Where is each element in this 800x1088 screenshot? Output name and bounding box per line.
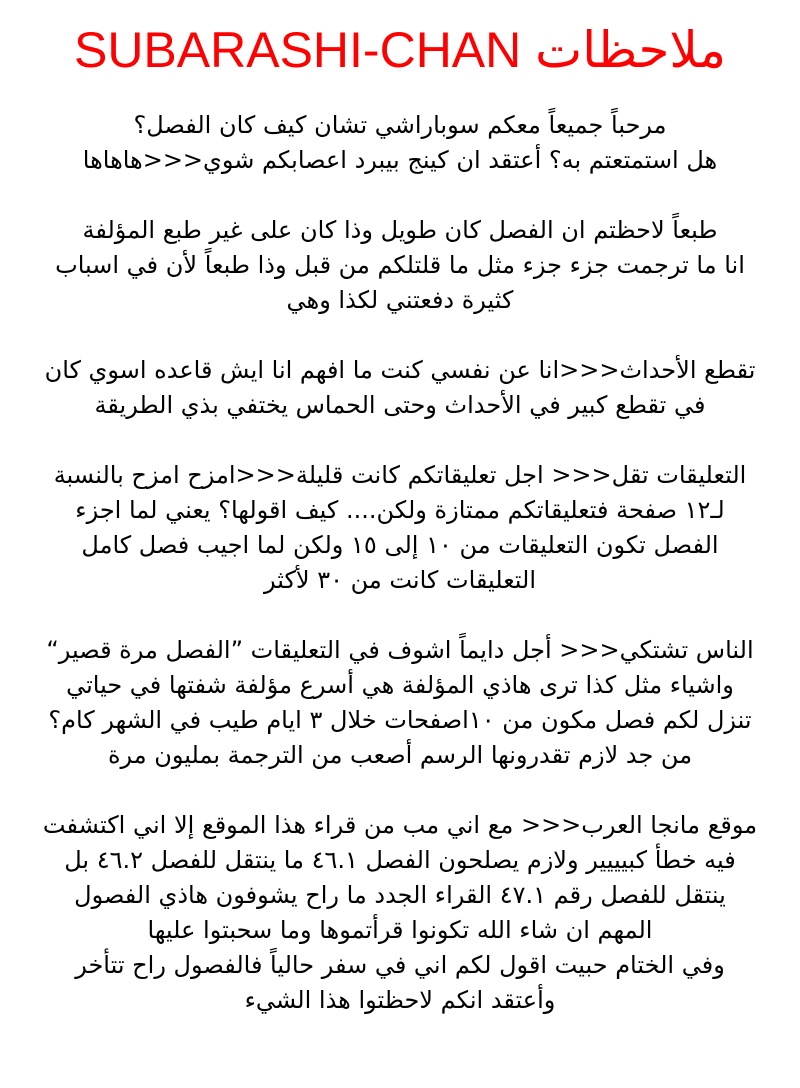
text-line: الناس تشتكي<<< أجل دايماً اشوف في التعليقات ”الفصل مرة قصير“ xyxy=(46,636,754,664)
paragraph-reason-comments xyxy=(0,458,800,598)
text-line: لـ١٢ صفحة فتعليقاتكم ممتازة ولكن.... كيف اقولها؟ يعني لما اجزء xyxy=(75,496,725,524)
text-line: واشياء مثل كذا ترى هاذي المؤلفة هي أسرع مؤلفة شفتها في حياتي xyxy=(66,671,734,699)
text-line: فيه خطأ كبيييير ولازم يصلحون الفصل ٤٦.١ ما ينتقل للفصل ٤٦.٢ بل xyxy=(64,846,736,874)
text-line: المهم ان شاء الله تكونوا قرأتموها وما سحبتوا عليها xyxy=(147,916,653,944)
paragraph-site-and-closing xyxy=(0,808,800,1018)
text-line: التعليقات تقل<<< اجل تعليقاتكم كانت قليلة<<<امزح امزح بالنسبة xyxy=(53,461,747,489)
text-line: الفصل تكون التعليقات من ١٠ إلى ١٥ ولكن لما اجيب فصل كامل xyxy=(81,531,719,559)
paragraph-greeting xyxy=(0,108,800,178)
paragraph-chapter-length xyxy=(0,213,800,318)
text-line: وأعتقد انكم لاحظتوا هذا الشيء xyxy=(244,986,556,1014)
text-line: وفي الختام حبيت اقول لكم اني في سفر حالياً فالفصول راح تتأخر xyxy=(75,951,725,979)
text-line: من جد لازم تقدرونها الرسم أصعب من الترجمة بمليون مرة xyxy=(107,741,693,769)
text-line: انا ما ترجمت جزء جزء مثل ما قلتلكم من قبل وذا طبعاً لأن في اسباب xyxy=(55,251,745,279)
notes-title-author: SUBARASHI-CHAN xyxy=(73,22,522,78)
text-line: ينتقل للفصل رقم ٤٧.١ القراء الجدد ما راح يشوفون هاذي الفصول xyxy=(74,881,726,909)
text-line: طبعاً لاحظتم ان الفصل كان طويل وذا كان على غير طبع المؤلفة xyxy=(82,216,718,244)
text-line: موقع مانجا العرب<<< مع اني مب من قراء هذا الموقع إلا اني اكتشفت xyxy=(42,811,758,839)
notes-title-arabic: ملاحظات xyxy=(535,22,727,78)
text-line: في تقطع كبير في الأحداث وحتى الحماس يختفي بذي الطريقة xyxy=(94,391,706,419)
text-line: تقطع الأحداث<<<انا عن نفسي كنت ما افهم انا ايش قاعده اسوي كان xyxy=(44,356,756,384)
text-line: التعليقات كانت من ٣٠ لأكثر xyxy=(263,566,537,594)
notes-title xyxy=(0,18,800,82)
paragraph-reason-events xyxy=(0,353,800,423)
text-line: مرحباً جميعاً معكم سوباراشي تشان كيف كان الفصل؟ xyxy=(133,111,667,139)
text-line: هل استمتعتم به؟ أعتقد ان كينج بيبرد اعصابكم شوي<<<هاهاها xyxy=(82,146,718,174)
paragraph-reason-complaints xyxy=(0,633,800,773)
text-line: كثيرة دفعتني لكذا وهي xyxy=(286,286,514,314)
notes-body xyxy=(0,108,800,1053)
text-line: تنزل لكم فصل مكون من ١٠اصفحات خلال ٣ ايام طيب في الشهر كام؟ xyxy=(48,706,752,734)
